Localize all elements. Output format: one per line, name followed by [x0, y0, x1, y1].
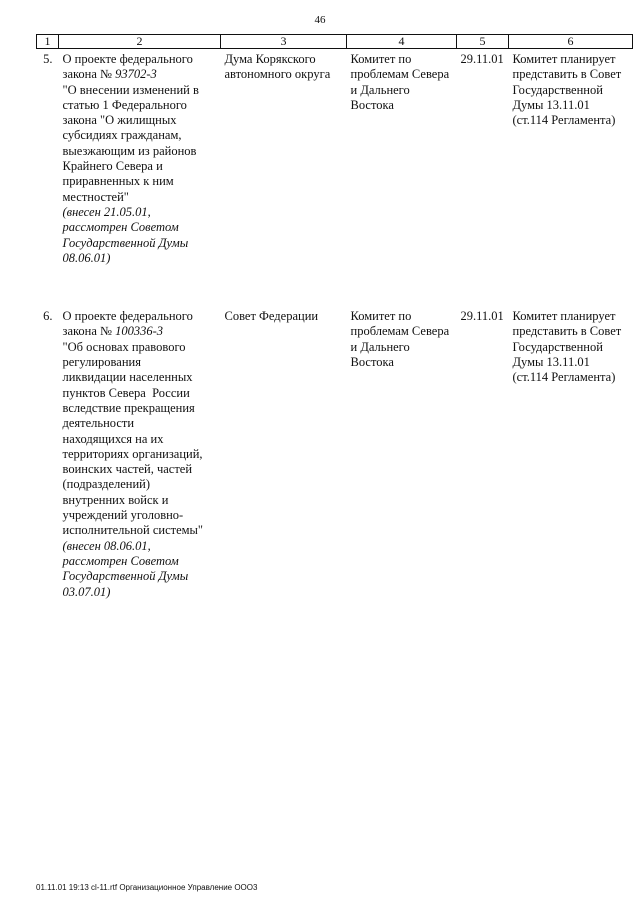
bill-number: 93702-3	[115, 67, 157, 82]
bill-description-line	[63, 236, 217, 251]
bill-description-text: воинских частей, частей	[62, 462, 193, 477]
bill-description-text: деятельности	[62, 416, 135, 431]
bill-number: 100336-3	[115, 324, 164, 339]
bill-description-text: закона "О жилищных	[62, 113, 177, 128]
bill-description-text: О проекте федерального	[62, 52, 193, 66]
bill-description-text: (внесен 08.06.01,	[62, 538, 151, 553]
bill-description-text: Крайнего Севера и	[62, 159, 163, 174]
column-header-5: 5	[457, 35, 509, 49]
committee-note-line: Комитет планирует	[512, 52, 616, 66]
bill-description-text: 03.07.01)	[62, 584, 111, 599]
bill-description-line	[63, 386, 217, 401]
bill-description-line	[63, 83, 217, 98]
bill-description-line	[63, 113, 217, 128]
bill-description-text: вследствие прекращения	[62, 400, 195, 415]
column-header-2: 2	[59, 35, 221, 49]
bill-description-line	[63, 190, 217, 205]
review-date: 29.11.01	[460, 309, 504, 324]
initiator-line: Совет Федерации	[224, 309, 319, 324]
committee-note-line: представить в Совет	[512, 67, 622, 82]
column-header-4: 4	[347, 35, 457, 49]
bill-description-text: 08.06.01)	[62, 250, 111, 265]
bill-description-line	[63, 569, 217, 584]
bill-description-line	[63, 462, 217, 477]
column-number-header-row	[37, 35, 633, 49]
committee-note-line: Государственной	[512, 339, 603, 354]
bill-description-text: Государственной Думы	[62, 569, 189, 584]
bill-description-line	[63, 309, 217, 324]
page-number: 46	[314, 14, 326, 26]
bill-description-text: (подразделений)	[62, 477, 151, 492]
bill-description-line	[63, 324, 217, 339]
bill-description-text: О проекте федерального	[62, 309, 193, 324]
bill-description-line	[63, 508, 217, 523]
bill-description	[59, 306, 221, 600]
bill-description-text: "О внесении изменений в	[62, 82, 199, 97]
column-header-3: 3	[221, 35, 347, 49]
bill-description-line	[63, 539, 217, 554]
committee-note-line: Комитет планирует	[512, 309, 616, 324]
table-row	[37, 306, 633, 600]
bill-description-text: статью 1 Федерального	[62, 97, 187, 112]
committee-note-line: Думы 13.11.01	[512, 97, 590, 112]
bill-description-line	[63, 251, 217, 266]
bill-description-text: субсидиях гражданам,	[62, 128, 182, 143]
committee-line: проблемам Севера	[350, 67, 450, 82]
table-row	[37, 49, 633, 267]
bill-description-line	[63, 401, 217, 416]
bill-description-line	[63, 159, 217, 174]
bill-description-text: исполнительной системы"	[62, 523, 204, 538]
bill-description-line	[63, 340, 217, 355]
bill-description-line	[63, 554, 217, 569]
initiator	[221, 49, 347, 267]
committee	[347, 306, 457, 600]
column-header-6: 6	[509, 35, 633, 49]
committee-line: проблемам Севера	[350, 324, 450, 339]
bill-description-line	[63, 355, 217, 370]
bill-description-line	[63, 493, 217, 508]
committee-note-line: (ст.114 Регламента)	[512, 370, 616, 385]
bill-description-line	[63, 432, 217, 447]
table-body	[37, 49, 633, 600]
initiator-line: автономного округа	[224, 67, 331, 82]
bill-description-text: выезжающим из районов	[62, 143, 197, 158]
committee-line: Востока	[350, 355, 394, 370]
agenda-table	[36, 34, 633, 600]
row-spacer-cell	[37, 266, 633, 306]
bill-description-line	[63, 128, 217, 143]
bill-description-line	[63, 205, 217, 220]
committee-line: Востока	[350, 97, 394, 112]
committee-note-line: Государственной	[512, 82, 603, 97]
review-date: 29.11.01	[460, 52, 504, 66]
bill-description-text: "Об основах правового	[62, 339, 186, 354]
bill-description-text: закона №	[62, 67, 116, 82]
page-footer: 01.11.01 19:13 cl-11.rtf Организационное Управление ООО3	[36, 883, 258, 892]
committee-note	[509, 49, 633, 267]
bill-description-line	[63, 477, 217, 492]
bill-description-line	[63, 370, 217, 385]
committee-line: Комитет по	[350, 309, 412, 324]
bill-description-line	[63, 220, 217, 235]
column-header-1: 1	[37, 35, 59, 49]
committee-line: и Дальнего	[350, 339, 410, 354]
bill-description-text: закона №	[62, 324, 116, 339]
bill-description-line	[63, 447, 217, 462]
initiator	[221, 306, 347, 600]
bill-description-text: пунктов Севера России	[62, 385, 190, 400]
bill-description-line	[63, 67, 217, 82]
bill-description-text: внутренних войск и	[62, 492, 169, 507]
row-number: 5.	[43, 52, 53, 66]
committee-line: и Дальнего	[350, 82, 410, 97]
bill-description-line	[63, 98, 217, 113]
committee	[347, 49, 457, 267]
row-number: 6.	[43, 309, 53, 324]
bill-description-text: Государственной Думы	[62, 235, 189, 250]
bill-description-line	[63, 52, 217, 67]
bill-description-line	[63, 144, 217, 159]
initiator-line: Дума Корякского	[224, 52, 316, 66]
bill-description-text: приравненных к ним	[62, 174, 174, 189]
bill-description-text: учреждений уголовно-	[62, 508, 184, 523]
bill-description-line	[63, 416, 217, 431]
bill-description-text: ликвидации населенных	[62, 370, 193, 385]
bill-description-text: регулирования	[62, 355, 141, 370]
bill-description-line	[63, 523, 217, 538]
bill-description	[59, 49, 221, 267]
bill-description-text: рассмотрен Советом	[62, 553, 179, 568]
committee-note	[509, 306, 633, 600]
bill-description-text: (внесен 21.05.01,	[62, 204, 151, 219]
bill-description-text: местностей"	[62, 189, 129, 204]
bill-description-text: территориях организаций,	[62, 446, 203, 461]
committee-note-line: Думы 13.11.01	[512, 355, 590, 370]
bill-description-text: рассмотрен Советом	[62, 220, 179, 235]
row-spacer	[37, 266, 633, 306]
bill-description-line	[63, 585, 217, 600]
bill-description-text: находящихся на их	[62, 431, 164, 446]
committee-note-line: представить в Совет	[512, 324, 622, 339]
committee-line: Комитет по	[350, 52, 412, 66]
bill-description-line	[63, 174, 217, 189]
committee-note-line: (ст.114 Регламента)	[512, 113, 616, 128]
